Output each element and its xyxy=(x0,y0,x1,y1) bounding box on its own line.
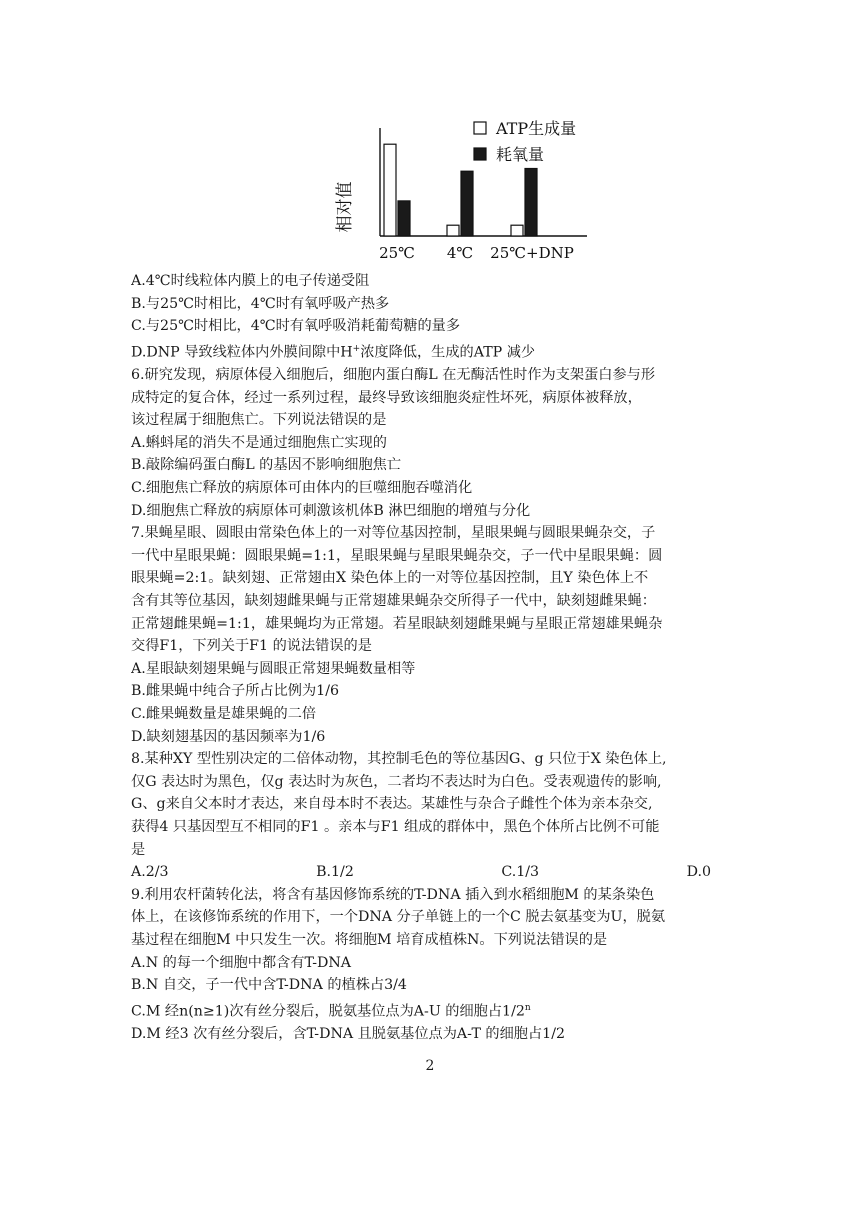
bar-chart xyxy=(322,112,622,272)
q9-option-c-text: C.M 经n(n≥1)次有丝分裂后，脱氨基位点为A-U 的细胞占1/2 xyxy=(131,1003,525,1020)
q5-option-b: B.与25℃时相比，4℃时有氧呼吸产热多 xyxy=(131,295,390,312)
q7-stem-line: 交得F1，下列关于F1 的说法错误的是 xyxy=(131,638,372,655)
q7-option-b: B.雌果蝇中纯合子所占比例为1/6 xyxy=(131,683,340,700)
q7-option-d: D.缺刻翅基因的基因频率为1/6 xyxy=(131,728,326,745)
legend-label-atp: ATP生成量 xyxy=(496,119,577,138)
legend-swatch-atp xyxy=(474,122,486,134)
q8-stem-line: G、g来自父本时才表达，来自母本时不表达。某雄性与杂合子雌性个体为亲本杂交, xyxy=(131,796,653,813)
x-tick-label: 25℃+DNP xyxy=(490,244,574,262)
q7-stem-line: 7.果蝇星眼、圆眼由常染色体上的一对等位基因控制，星眼果蝇与圆眼果蝇杂交，子 xyxy=(131,525,656,542)
q8-option-a: A.2/3 xyxy=(131,864,169,881)
q7-option-c: C.雌果蝇数量是雄果蝇的二倍 xyxy=(131,706,317,723)
q9-option-b: B.N 自交，子一代中含T-DNA 的植株占3/4 xyxy=(131,977,407,994)
x-tick-label: 25℃ xyxy=(379,244,415,262)
bar-oxygen-2 xyxy=(525,169,537,237)
superscript-n: n xyxy=(524,1002,531,1013)
q7-stem-line: 眼果蝇=2:1。缺刻翅、正常翅由X 染色体上的一对等位基因控制，且Y 染色体上不 xyxy=(131,570,649,587)
q9-stem-line: 体上，在该修饰系统的作用下，一个DNA 分子单链上的一个C 脱去氨基变为U，脱氨 xyxy=(131,909,666,926)
q8-stem-line: 仅G 表达时为黑色，仅g 表达时为灰色，二者均不表达时为白色。受表观遗传的影响, xyxy=(131,773,662,790)
bar-atp-2 xyxy=(511,225,523,236)
bar-atp-0 xyxy=(384,144,396,236)
question-text xyxy=(131,270,751,1046)
bar-oxygen-1 xyxy=(461,171,473,236)
q8-option-b: B.1/2 xyxy=(316,864,354,881)
q9-stem-line: 基过程在细胞M 中只发生一次。将细胞M 培育成植株N。下列说法错误的是 xyxy=(131,931,608,948)
q7-stem-line: 含有其等位基因，缺刻翅雌果蝇与正常翅雄果蝇杂交所得子一代中，缺刻翅雌果蝇： xyxy=(131,593,656,610)
legend-swatch-oxygen xyxy=(474,148,486,160)
q6-stem-line: 6.研究发现，病原体侵入细胞后，细胞内蛋白酶L 在无酶活性时作为支架蛋白参与形 xyxy=(131,367,656,384)
q8-stem-line: 获得4 只基因型互不相同的F1 。亲本与F1 组成的群体中，黑色个体所占比例不可能 xyxy=(131,818,660,835)
q6-option-a: A.蝌蚪尾的消失不是通过细胞焦亡实现的 xyxy=(131,434,387,451)
page-number: 2 xyxy=(425,1058,435,1074)
legend-label-oxygen: 耗氧量 xyxy=(496,145,545,164)
q8-option-d: D.0 xyxy=(686,864,711,881)
q7-stem-line: 一代中星眼果蝇：圆眼果蝇=1:1，星眼果蝇与星眼果蝇杂交，子一代中星眼果蝇：圆 xyxy=(131,547,663,564)
superscript-plus: + xyxy=(352,343,361,354)
q6-stem-line: 该过程属于细胞焦亡。下列说法错误的是 xyxy=(131,412,387,429)
q9-option-d: D.M 经3 次有丝分裂后，含T-DNA 且脱氨基位点为A-T 的细胞占1/2 xyxy=(131,1026,566,1043)
q5-option-c: C.与25℃时相比，4℃时有氧呼吸消耗葡萄糖的量多 xyxy=(131,318,461,335)
q8-options xyxy=(131,861,711,884)
q5-option-d-text-end: 浓度降低，生成的ATP 减少 xyxy=(360,344,536,361)
bar-atp-1 xyxy=(447,225,459,236)
q7-stem-line: 正常翅雌果蝇=1:1，雄果蝇均为正常翅。若星眼缺刻翅雌果蝇与星眼正常翅雄果蝇杂 xyxy=(131,615,663,632)
chart-svg xyxy=(322,112,622,272)
q5-option-d-text: D.DNP 导致线粒体内外膜间隙中H xyxy=(131,344,353,361)
q6-option-c: C.细胞焦亡释放的病原体可由体内的巨噬细胞吞噬消化 xyxy=(131,480,473,497)
q7-option-a: A.星眼缺刻翅果蝇与圆眼正常翅果蝇数量相等 xyxy=(131,660,416,677)
q5-option-d xyxy=(131,338,751,364)
q6-option-d: D.细胞焦亡释放的病原体可刺激该机体B 淋巴细胞的增殖与分化 xyxy=(131,502,531,519)
x-tick-label: 4℃ xyxy=(446,244,474,262)
y-axis-label: 相对值 xyxy=(335,181,355,233)
q9-stem-line: 9.利用农杆菌转化法，将含有基因修饰系统的T-DNA 插入到水稻细胞M 的某条染色 xyxy=(131,886,655,903)
q5-option-a: A.4℃时线粒体内膜上的电子传递受阻 xyxy=(131,273,370,289)
q9-option-c xyxy=(131,997,751,1023)
q9-option-a: A.N 的每一个细胞中都含有T-DNA xyxy=(131,954,352,971)
q8-stem-line: 是 xyxy=(131,841,146,858)
q8-stem-line: 8.某种XY 型性别决定的二倍体动物，其控制毛色的等位基因G、g 只位于X 染色体上, xyxy=(131,751,667,768)
q6-option-b: B.敲除编码蛋白酶L 的基因不影响细胞焦亡 xyxy=(131,457,402,474)
q6-stem-line: 成特定的复合体，经过一系列过程，最终导致该细胞炎症性坏死，病原体被释放， xyxy=(131,389,642,406)
q8-option-c: C.1/3 xyxy=(501,864,540,881)
bar-oxygen-0 xyxy=(398,201,410,236)
